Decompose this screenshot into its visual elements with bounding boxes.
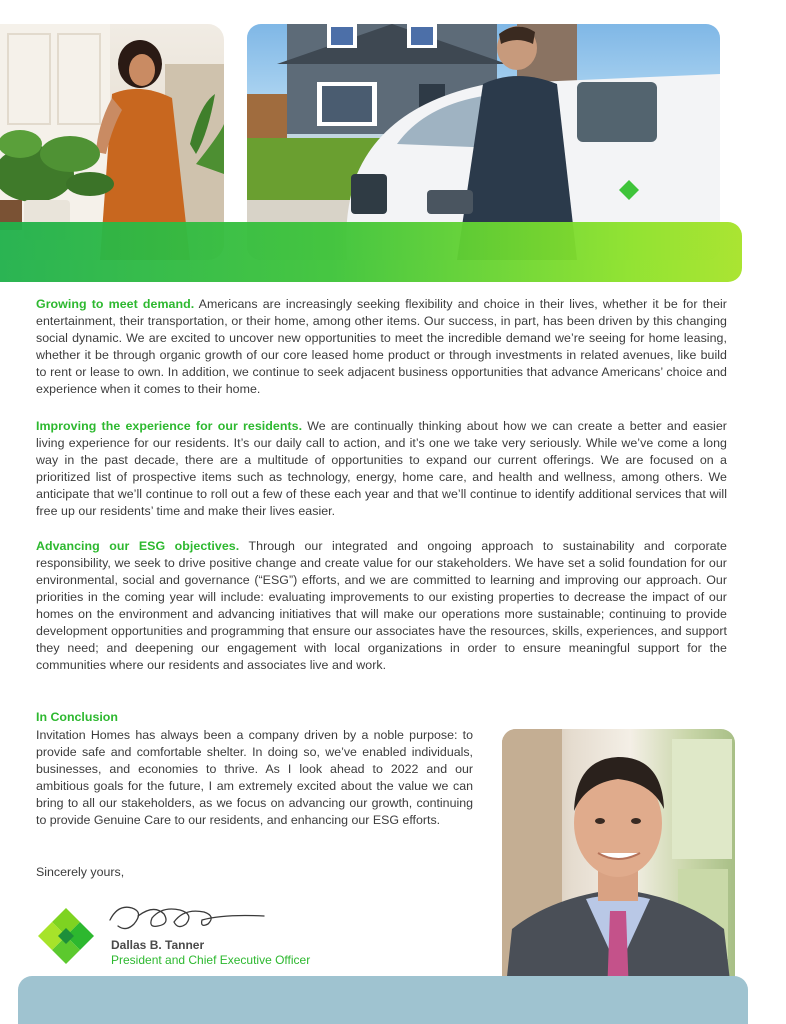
paragraph-heading: Growing to meet demand. [36,297,195,311]
paragraph-growing-demand [36,296,727,398]
conclusion-heading: In Conclusion [36,710,118,724]
paragraph-text: Americans are increasingly seeking flexibility and choice in their lives, whether it be for their entertainment, their transportation, or their home, among other items. Our success, in part, has been driven by this changing social dynamic. We are excited to uncover new opportunities to meet the incredible demand we’re seeing for home leasing, whether it be through organic growth of our core leased home product or through investments in related avenues, like build to rent or lease to own. In addition, we continue to seek adjacent business opportunities that advance Americans’ choice and experience when it comes to their home. [36,297,727,397]
handwritten-signature [104,898,269,938]
paragraph-heading: Advancing our ESG objectives. [36,539,240,553]
signer-title: President and Chief Executive Officer [111,953,311,967]
closing-salutation: Sincerely yours, [36,865,125,879]
conclusion-paragraph: Invitation Homes has always been a company driven by a noble purpose: to provide safe and comfortable shelter. In doing so, we’ve enabled individuals, businesses, and economies to thrive. As I look ahead to 2022 and our ambitious goals for the future, I am extremely excited about the value we can bring to all our stakeholders, as we focus on advancing our growth, continuing to provide Genuine Care to our residents, and enhancing our ESG efforts. [36,728,473,828]
signer-name: Dallas B. Tanner [111,938,205,952]
paragraph-heading: Improving the experience for our residents. [36,419,303,433]
footer-band [18,976,748,1024]
paragraph-esg-objectives [36,538,727,674]
paragraph-resident-experience [36,418,727,520]
paragraph-text: We are continually thinking about how we can create a better and easier living experience for our residents. It’s our daily call to action, and it’s one we take very seriously. While we’ve come a long way in the past decade, there are a multitude of opportunities to expand our current offerings. We are focused on a prioritized list of prospective items such as technology, energy, home care, and health and wellness, among others. We anticipate that we’ll continue to roll out a few of these each year and that we’ll continue to identify additional services that will free up our residents’ time and make their lives easier. [36,419,727,519]
paragraph-text: Through our integrated and ongoing approach to sustainability and corporate responsibility, we seek to drive positive change and create value for our stakeholders. We have set a solid foundation for our environmental, social and governance (“ESG”) efforts, and we are committed to learning and improving our approach. Our priorities in the coming year will include: evaluating improvements to our existing properties to decrease the impact of our homes on the environment and advancing initiatives that will make our operations more sustainable; continuing to provide development opportunities and programming that ensure our associates have the resources, skills, experiences, and support they need; and deepening our engagement with local organizations in order to ensure meaningful support for the communities where our residents and associates live and work. [36,539,727,673]
invitation-homes-logo-icon [36,906,96,966]
green-accent-band [0,222,742,282]
